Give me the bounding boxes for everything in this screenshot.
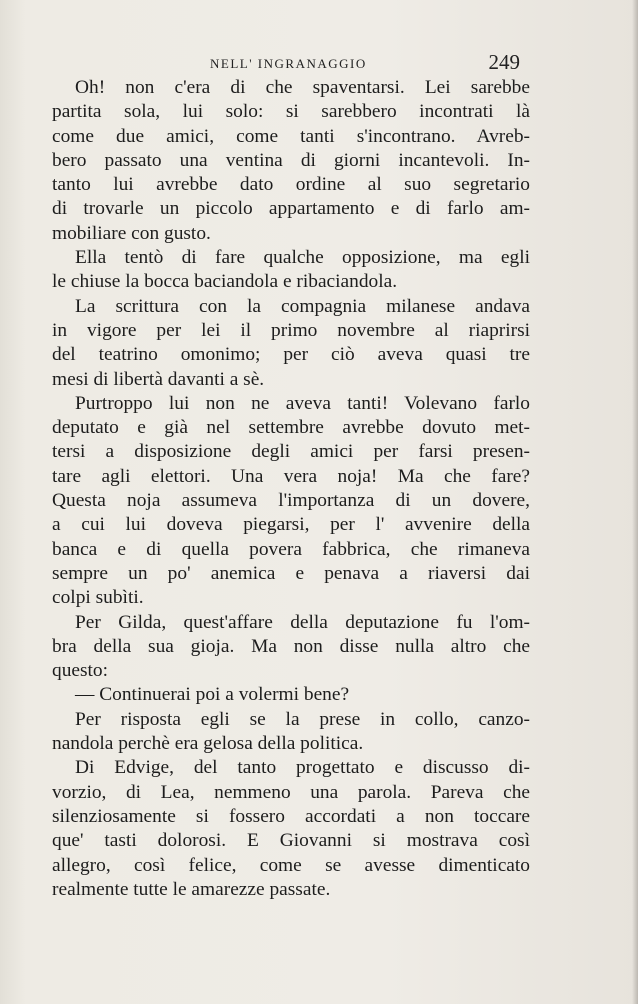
text-line: partita sola, lui solo: si sarebbero incontrati là bbox=[52, 101, 530, 123]
page-edge-shadow bbox=[632, 0, 638, 1004]
text-line: Di Edvige, del tanto progettato e discusso di- bbox=[75, 757, 530, 779]
text-line: tanto lui avrebbe dato ordine al suo segretario bbox=[52, 174, 530, 196]
text-line: mobiliare con gusto. bbox=[52, 222, 211, 244]
text-line: Per risposta egli se la prese in collo, canzo- bbox=[75, 708, 530, 730]
text-line: Per Gilda, quest'affare della deputazione fu l'om- bbox=[75, 611, 530, 633]
text-line: que' tasti dolorosi. E Giovanni si mostrava così bbox=[52, 830, 530, 852]
page-number: 249 bbox=[488, 50, 520, 74]
text-line: tare agli elettori. Una vera noja! Ma che fare? bbox=[52, 465, 530, 487]
text-line: deputato e già nel settembre avrebbe dovuto met- bbox=[52, 417, 530, 439]
text-line: Ella tentò di fare qualche opposizione, ma egli bbox=[75, 247, 530, 269]
text-line: Questa noja assumeva l'importanza di un dovere, bbox=[52, 490, 530, 512]
text-line: del teatrino omonimo; per ciò aveva quasi tre bbox=[52, 344, 530, 366]
text-line: realmente tutte le amarezze passate. bbox=[52, 878, 331, 900]
text-line: a cui lui doveva piegarsi, per l' avvenire della bbox=[52, 514, 530, 536]
text-line: nandola perchè era gelosa della politica. bbox=[52, 733, 364, 755]
text-line: questo: bbox=[52, 660, 109, 682]
text-line: come due amici, come tanti s'incontrano. Avreb- bbox=[52, 125, 530, 147]
text-line: bra della sua gioja. Ma non disse nulla altro che bbox=[52, 635, 530, 657]
text-line: di trovarle un piccolo appartamento e di farlo am- bbox=[52, 198, 530, 220]
text-line: colpi subìti. bbox=[52, 587, 144, 609]
text-line: banca e di quella povera fabbrica, che rimaneva bbox=[52, 538, 530, 560]
text-line: Purtroppo lui non ne aveva tanti! Volevano farlo bbox=[75, 392, 530, 414]
text-line: La scrittura con la compagnia milanese andava bbox=[75, 295, 530, 317]
text-line: tersi a disposizione degli amici per farsi presen- bbox=[52, 441, 530, 463]
body-text bbox=[52, 76, 530, 902]
text-line: sempre un po' anemica e penava a riaversi dai bbox=[52, 562, 530, 584]
text-line: bero passato una ventina di giorni incantevoli. In- bbox=[52, 149, 530, 171]
text-line: le chiuse la bocca baciandola e ribaciandola. bbox=[52, 271, 398, 293]
text-line: in vigore per lei il primo novembre al riaprirsi bbox=[52, 319, 530, 341]
running-header bbox=[50, 50, 520, 76]
text-line: mesi di libertà davanti a sè. bbox=[52, 368, 265, 390]
running-title: NELL' INGRANAGGIO bbox=[210, 56, 367, 71]
text-line: Oh! non c'era di che spaventarsi. Lei sarebbe bbox=[75, 77, 530, 98]
text-line: vorzio, di Lea, nemmeno una parola. Pareva che bbox=[52, 781, 530, 803]
text-line: allegro, così felice, come se avesse dimenticato bbox=[52, 854, 530, 876]
text-line: — Continuerai poi a volermi bene? bbox=[75, 684, 350, 706]
text-line: silenziosamente si fossero accordati a non toccare bbox=[52, 805, 530, 827]
